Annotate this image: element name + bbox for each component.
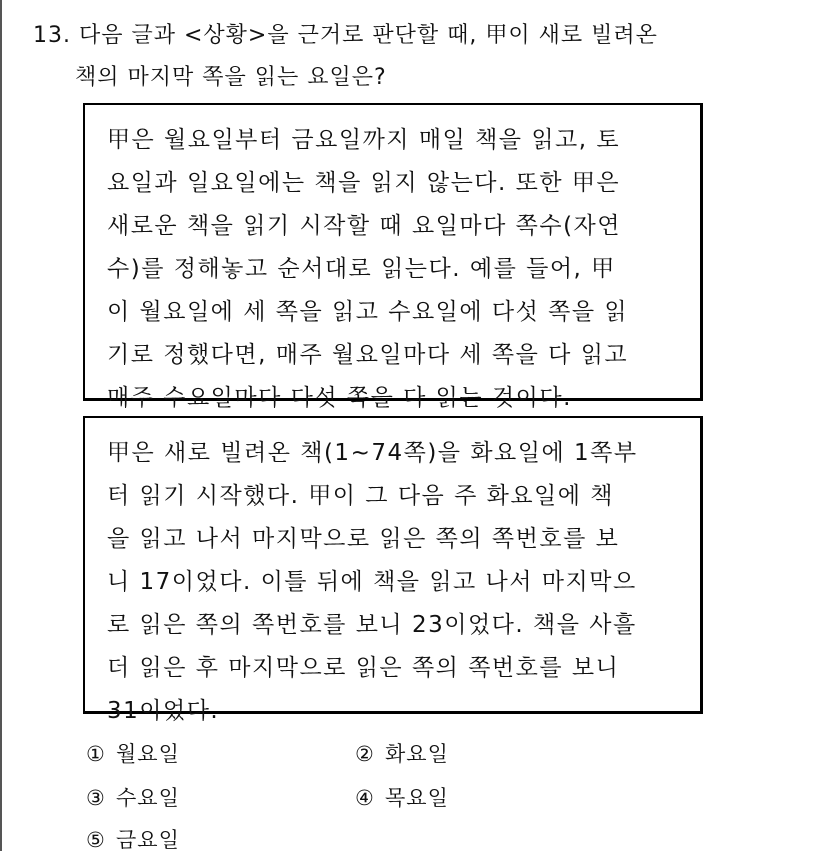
passage-box (83, 103, 703, 411)
option-number: ④ (355, 786, 375, 810)
situation-line: 甲은 새로 빌려온 책(1~74쪽)을 화요일에 1쪽부 (107, 440, 638, 466)
option-number: ③ (86, 786, 106, 810)
option-label: 목요일 (385, 786, 449, 810)
situation-line: 31이었다. (107, 698, 220, 724)
option-number: ② (355, 742, 375, 766)
page-left-border (0, 0, 2, 851)
option-label: 수요일 (116, 786, 180, 810)
situation-line: 니 17이었다. 이틀 뒤에 책을 읽고 나서 마지막으 (107, 569, 637, 595)
option-label: 금요일 (116, 828, 180, 852)
passage-line: 이 월요일에 세 쪽을 읽고 수요일에 다섯 쪽을 읽 (107, 299, 629, 325)
passage-line: 매주 수요일마다 다섯 쪽을 다 읽는 것이다. (107, 385, 572, 411)
option-label: 월요일 (116, 742, 180, 766)
situation-line: 로 읽은 쪽의 쪽번호를 보니 23이었다. 책을 사흘 (107, 612, 637, 638)
passage-line: 甲은 월요일부터 금요일까지 매일 책을 읽고, 토 (107, 127, 621, 153)
option-label: 화요일 (385, 742, 449, 766)
passage-line: 수)를 정해놓고 순서대로 읽는다. 예를 들어, 甲 (107, 256, 616, 282)
option-4[interactable] (355, 782, 449, 812)
situation-line: 을 읽고 나서 마지막으로 읽은 쪽의 쪽번호를 보 (107, 526, 620, 552)
passage-line: 기로 정했다면, 매주 월요일마다 세 쪽을 다 읽고 (107, 342, 629, 368)
option-3[interactable] (86, 782, 180, 812)
situation-box (83, 416, 703, 724)
question-line-2: 책의 마지막 쪽을 읽는 요일은? (75, 65, 387, 90)
option-number: ① (86, 742, 106, 766)
question-line-1: 13. 다음 글과 <상황>을 근거로 판단할 때, 甲이 새로 빌려온 (33, 23, 658, 48)
option-5[interactable] (86, 824, 180, 854)
option-1[interactable] (86, 738, 180, 768)
situation-line: 더 읽은 후 마지막으로 읽은 쪽의 쪽번호를 보니 (107, 655, 620, 681)
option-2[interactable] (355, 738, 449, 768)
situation-line: 터 읽기 시작했다. 甲이 그 다음 주 화요일에 책 (107, 483, 615, 509)
passage-line: 요일과 일요일에는 책을 읽지 않는다. 또한 甲은 (107, 170, 621, 196)
passage-line: 새로운 책을 읽기 시작할 때 요일마다 쪽수(자연 (107, 213, 621, 239)
option-number: ⑤ (86, 828, 106, 852)
